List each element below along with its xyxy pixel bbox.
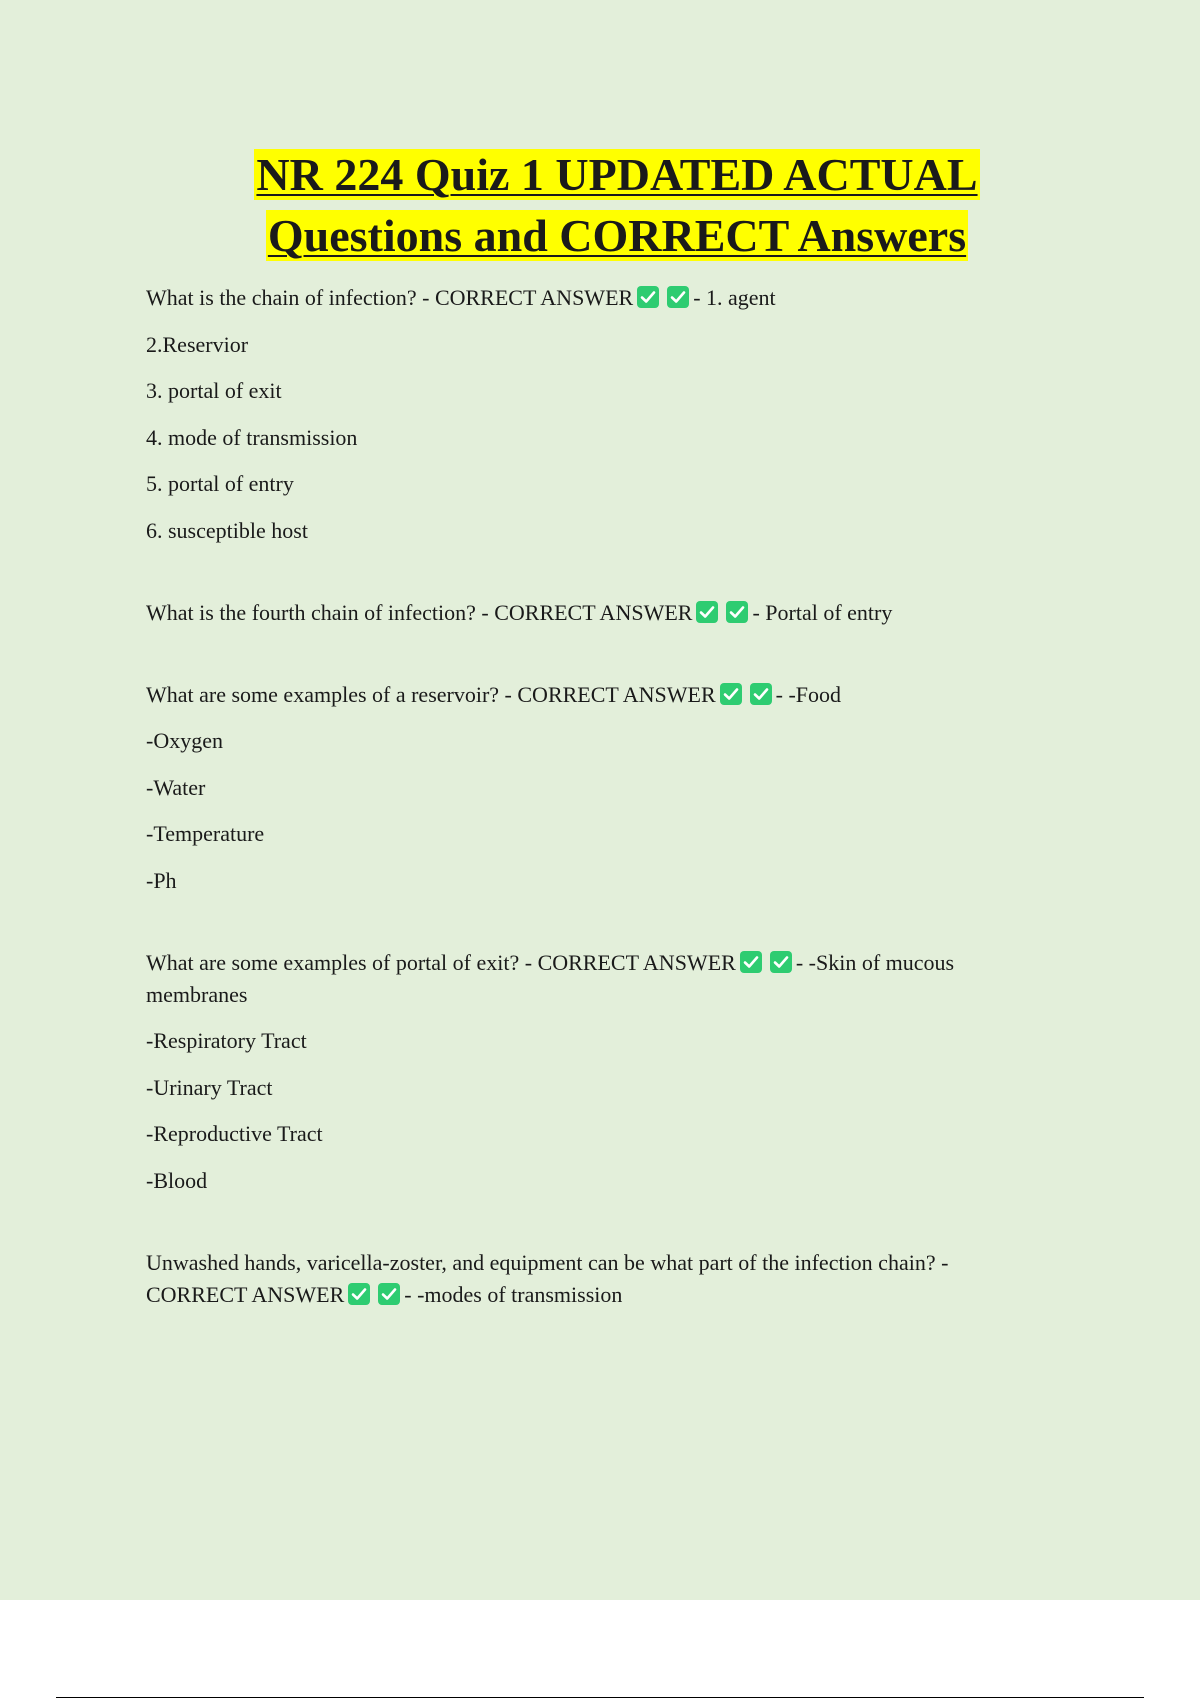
answer-list-item: 2.Reservior <box>146 331 249 357</box>
answer-list-item: 6. susceptible host <box>146 517 308 543</box>
question-text: What are some examples of portal of exit? - CORRECT ANSWER <box>146 949 736 975</box>
qa-item <box>146 679 1046 897</box>
check-mark-icon <box>348 1283 370 1305</box>
answer-text: - -modes of transmission <box>404 1281 623 1307</box>
answer-list-item: -Ph <box>146 867 177 893</box>
answer-list-item: -Oxygen <box>146 728 223 753</box>
answer-text: - 1. agent <box>693 285 776 310</box>
check-mark-icon <box>378 1283 400 1305</box>
answer-list-item: -Urinary Tract <box>146 1074 273 1100</box>
footer-divider <box>56 1697 1144 1698</box>
qa-list <box>146 282 1046 1361</box>
check-mark-icon <box>726 601 748 623</box>
answer-list-item: -Reproductive Tract <box>146 1121 323 1146</box>
question-text: What is the chain of infection? - CORRECT ANSWER <box>146 285 634 310</box>
check-mark-icon <box>740 951 762 973</box>
answer-list-item: -Respiratory Tract <box>146 1028 307 1053</box>
check-mark-icon <box>720 683 742 705</box>
answer-list-item: 3. portal of exit <box>146 378 282 403</box>
document-title <box>0 144 1200 266</box>
qa-item <box>146 947 1046 1197</box>
qa-item <box>146 597 1046 629</box>
qa-item <box>146 1247 1046 1311</box>
check-mark-icon <box>637 286 659 308</box>
question-text: What is the fourth chain of infection? - CORRECT ANSWER <box>146 599 693 625</box>
qa-question-line <box>146 597 1046 629</box>
title-line-2: Questions and CORRECT Answers <box>267 210 967 261</box>
question-text: What are some examples of a reservoir? - CORRECT ANSWER <box>146 681 716 707</box>
question-text: Unwashed hands, varicella-zoster, and equipment can be what part of the infection chain? - CORRECT ANSWER <box>146 1249 949 1307</box>
answer-list-item: 5. portal of entry <box>146 471 294 496</box>
qa-question-line <box>146 947 1046 1011</box>
check-mark-icon <box>750 683 772 705</box>
check-mark-icon <box>696 601 718 623</box>
answer-list-item: 4. mode of transmission <box>146 424 358 450</box>
title-line-1: NR 224 Quiz 1 UPDATED ACTUAL <box>256 149 978 200</box>
answer-list-item: -Temperature <box>146 821 265 846</box>
answer-text: - -Skin of mucous membranes <box>146 949 955 1007</box>
answer-text: - -Food <box>775 681 842 707</box>
answer-list-item: -Blood <box>146 1167 208 1193</box>
qa-item <box>146 282 1046 547</box>
qa-question-line <box>146 1247 1046 1311</box>
qa-question-line <box>146 679 1046 711</box>
check-mark-icon <box>770 951 792 973</box>
check-mark-icon <box>667 286 689 308</box>
answer-list-item: -Water <box>146 774 206 800</box>
qa-question-line <box>146 282 1046 314</box>
answer-text: - Portal of entry <box>752 599 893 625</box>
